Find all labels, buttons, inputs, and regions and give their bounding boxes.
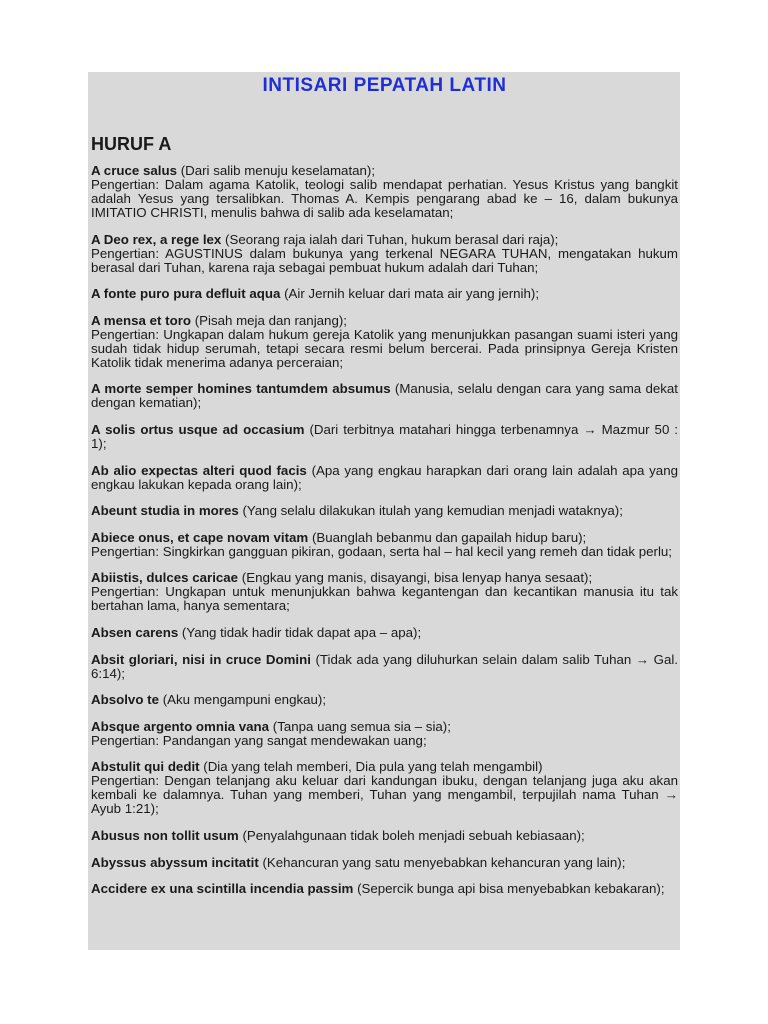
entry-list — [91, 164, 678, 896]
proverb-explanation: Pengertian: AGUSTINUS dalam bukunya yang terkenal NEGARA TUHAN, mengatakan hukum berasal dari Tuhan, karena raja sebagai pembuat hukum adalah dari Tuhan; — [91, 245, 678, 275]
proverb-line — [91, 653, 678, 681]
proverb-entry — [91, 760, 678, 816]
proverb-line — [91, 829, 678, 843]
proverb-term: A fonte puro pura defluit aqua — [91, 286, 281, 302]
proverb-meaning: (Buanglah bebanmu dan gapailah hidup baru); — [311, 529, 587, 545]
proverb-line — [91, 287, 678, 301]
proverb-line — [91, 531, 678, 545]
proverb-entry — [91, 287, 678, 301]
proverb-entry — [91, 464, 678, 492]
proverb-term: A solis ortus usque ad occasium — [91, 421, 305, 437]
proverb-meaning: (Engkau yang manis, disayangi, bisa lenyap hanya sesaat); — [241, 570, 593, 586]
proverb-entry — [91, 382, 678, 410]
proverb-meaning: (Apa yang engkau harapkan dari orang lain adalah apa yang engkau lakukan kepada orang lain); — [91, 462, 678, 492]
proverb-explanation: Pengertian: Pandangan yang sangat mendewakan uang; — [91, 732, 427, 748]
proverb-explanation: Pengertian: Ungkapan dalam hukum gereja Katolik yang menunjukkan pasangan suami isteri yang sudah tidak hidup serumah, tetapi secara resmi belum bercerai. Pada prinsipnya Gereja Kristen Katolik tidak menerima adanya perceraian; — [91, 326, 678, 370]
proverb-entry — [91, 653, 678, 681]
proverb-entry — [91, 233, 678, 275]
proverb-term: A morte semper homines tantumdem absumus — [91, 381, 391, 397]
document-title: INTISARI PEPATAH LATIN — [262, 75, 507, 96]
proverb-line — [91, 164, 678, 178]
proverb-term: A cruce salus — [91, 163, 177, 178]
proverb-line — [91, 423, 678, 451]
proverb-line — [91, 882, 678, 896]
proverb-meaning: (Tanpa uang semua sia – sia); — [272, 718, 451, 734]
proverb-line — [91, 571, 678, 585]
proverb-term: Abiece onus, et cape novam vitam — [91, 529, 309, 545]
proverb-explanation: Pengertian: Singkirkan gangguan pikiran, godaan, serta hal – hal kecil yang remeh dan tidak perlu; — [91, 543, 673, 559]
proverb-entry — [91, 693, 678, 707]
proverb-line — [91, 720, 678, 734]
proverb-meaning: (Aku mengampuni engkau); — [162, 692, 327, 708]
proverb-entry — [91, 314, 678, 370]
proverb-entry — [91, 531, 678, 559]
proverb-entry — [91, 626, 678, 640]
proverb-term: Absolvo te — [91, 692, 159, 708]
proverb-term: Abusus non tollit usum — [91, 827, 239, 843]
proverb-explanation: Pengertian: Ungkapan untuk menunjukkan bahwa kegantengan dan kecantikan manusia itu tak bertahan lama, hanya sementara; — [91, 584, 678, 614]
proverb-term: Absen carens — [91, 624, 179, 640]
proverb-term: A Deo rex, a rege lex — [91, 231, 222, 247]
proverb-term: Abeunt studia in mores — [91, 503, 239, 519]
proverb-entry — [91, 571, 678, 613]
proverb-explanation: Pengertian: Dengan telanjang aku keluar dari kandungan ibuku, dengan telanjang juga aku akan kembali ke dalamnya. Tuhan yang memberi, Tuhan yang mengambil, terpujilah nama Tuhan → Ayub 1:21); — [91, 773, 678, 817]
proverb-entry — [91, 829, 678, 843]
proverb-meaning: (Sepercik bunga api bisa menyebabkan kebakaran); — [357, 881, 665, 897]
proverb-line — [91, 504, 678, 518]
proverb-line — [91, 314, 678, 328]
proverb-meaning: (Penyalahgunaan tidak boleh menjadi sebuah kebiasaan); — [242, 827, 585, 843]
proverb-entry — [91, 856, 678, 870]
proverb-entry — [91, 164, 678, 220]
proverb-term: A mensa et toro — [91, 312, 191, 328]
proverb-meaning: (Yang tidak hadir tidak dapat apa – apa); — [181, 624, 422, 640]
proverb-line — [91, 693, 678, 707]
proverb-line — [91, 464, 678, 492]
proverb-term: Absque argento omnia vana — [91, 718, 270, 734]
proverb-meaning: (Pisah meja dan ranjang); — [194, 312, 347, 328]
proverb-meaning: (Dari terbitnya matahari hingga terbenamnya → Mazmur 50 : 1); — [91, 421, 678, 451]
proverb-meaning: (Seorang raja ialah dari Tuhan, hukum berasal dari raja); — [225, 231, 559, 247]
proverb-term: Accidere ex una scintilla incendia passim — [91, 881, 354, 897]
proverb-meaning: (Tidak ada yang diluhurkan selain dalam salib Tuhan → Gal. 6:14); — [91, 651, 678, 681]
proverb-line — [91, 856, 678, 870]
proverb-meaning: (Dia yang telah memberi, Dia pula yang telah mengambil) — [203, 759, 543, 775]
proverb-line — [91, 760, 678, 774]
section-heading: HURUF A — [91, 134, 172, 154]
proverb-meaning: (Manusia, selalu dengan cara yang sama dekat dengan kematian); — [91, 381, 678, 411]
proverb-line — [91, 626, 678, 640]
proverb-explanation: Pengertian: Dalam agama Katolik, teologi salib mendapat perhatian. Yesus Kristus yang bangkit adalah Yesus yang tersalibkan. Thomas A. Kempis pengarang abad ke – 16, dalam bukunya IMITATIO CHRISTI, menulis bahwa di salib ada keselamatan; — [91, 177, 678, 220]
proverb-meaning: (Kehancuran yang satu menyebabkan kehancuran yang lain); — [262, 854, 626, 870]
proverb-entry — [91, 720, 678, 748]
proverb-meaning: (Yang selalu dilakukan itulah yang kemudian menjadi wataknya); — [242, 503, 623, 519]
document-page — [88, 72, 680, 950]
proverb-term: Abstulit qui dedit — [91, 759, 200, 775]
proverb-entry — [91, 423, 678, 451]
proverb-line — [91, 382, 678, 410]
proverb-term: Abyssus abyssum incitatit — [91, 854, 259, 870]
proverb-term: Absit gloriari, nisi in cruce Domini — [91, 651, 311, 667]
proverb-term: Ab alio expectas alteri quod facis — [91, 462, 307, 478]
proverb-meaning: (Air Jernih keluar dari mata air yang jernih); — [284, 286, 540, 302]
proverb-line — [91, 233, 678, 247]
proverb-entry — [91, 882, 678, 896]
proverb-entry — [91, 504, 678, 518]
proverb-meaning: (Dari salib menuju keselamatan); — [180, 163, 376, 178]
proverb-term: Abiistis, dulces caricae — [91, 570, 239, 586]
